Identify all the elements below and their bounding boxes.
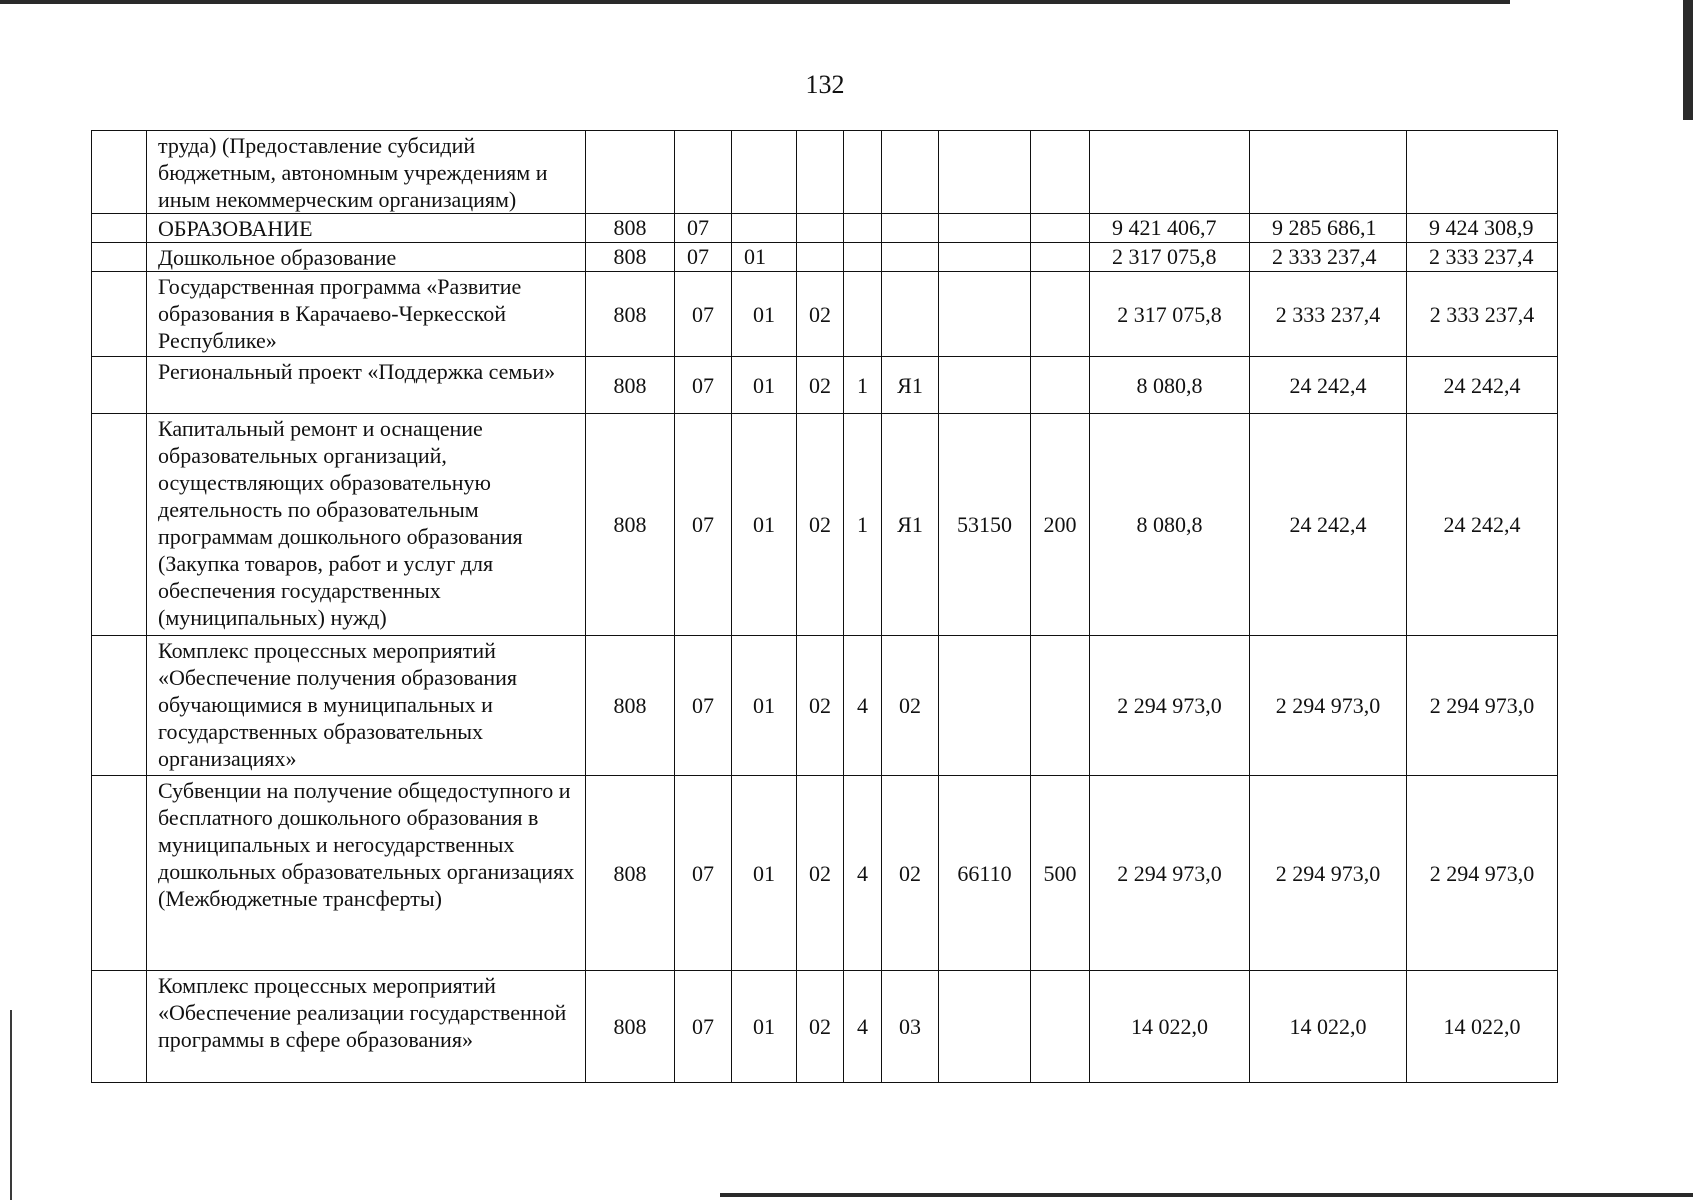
- project-code: Я1: [882, 357, 939, 414]
- sum-year-3: [1407, 131, 1558, 214]
- program-type-code: 1: [844, 414, 882, 636]
- table-row: [92, 414, 1558, 636]
- direction-code: 66110: [939, 776, 1031, 971]
- program-code: 02: [797, 272, 844, 357]
- sum-year-3: 2 294 973,0: [1407, 776, 1558, 971]
- sum-year-2: 2 294 973,0: [1250, 776, 1407, 971]
- table-row: [92, 131, 1558, 214]
- expense-type-code: [1031, 243, 1090, 272]
- subsection-code: 01: [732, 414, 797, 636]
- sum-year-2: [1250, 131, 1407, 214]
- ministry-code: [586, 131, 675, 214]
- subsection-code: 01: [732, 971, 797, 1083]
- project-code: [882, 243, 939, 272]
- expense-type-code: [1031, 971, 1090, 1083]
- row-number-cell: [92, 214, 147, 243]
- section-code: 07: [675, 272, 732, 357]
- subsection-code: 01: [732, 272, 797, 357]
- section-code: 07: [675, 414, 732, 636]
- ministry-code: 808: [586, 214, 675, 243]
- program-code: 02: [797, 414, 844, 636]
- sum-year-3: 24 242,4: [1407, 357, 1558, 414]
- row-name: Субвенции на получение общедоступного и бесплатного дошкольного образования в муниципальных и негосударственных дошкольных образовательных организациях (Межбюджетные трансферты): [147, 776, 586, 971]
- direction-code: [939, 214, 1031, 243]
- sum-year-1: 14 022,0: [1090, 971, 1250, 1083]
- scan-bottom-edge: [720, 1193, 1693, 1197]
- sum-year-2: 24 242,4: [1250, 357, 1407, 414]
- scan-right-edge: [1683, 0, 1693, 120]
- expense-type-code: [1031, 214, 1090, 243]
- ministry-code: 808: [586, 414, 675, 636]
- program-type-code: [844, 272, 882, 357]
- subsection-code: 01: [732, 776, 797, 971]
- table-row: [92, 971, 1558, 1083]
- sum-year-2: 24 242,4: [1250, 414, 1407, 636]
- ministry-code: 808: [586, 776, 675, 971]
- table-row: [92, 214, 1558, 243]
- section-code: 07: [675, 971, 732, 1083]
- subsection-code: 01: [732, 636, 797, 776]
- sum-year-1: 2 317 075,8: [1090, 243, 1250, 272]
- section-code: 07: [675, 243, 732, 272]
- direction-code: [939, 131, 1031, 214]
- ministry-code: 808: [586, 357, 675, 414]
- row-name: Дошкольное образование: [147, 243, 586, 272]
- row-number-cell: [92, 357, 147, 414]
- project-code: [882, 131, 939, 214]
- section-code: 07: [675, 636, 732, 776]
- sum-year-1: 8 080,8: [1090, 357, 1250, 414]
- sum-year-1: 2 294 973,0: [1090, 776, 1250, 971]
- expense-type-code: 500: [1031, 776, 1090, 971]
- program-type-code: 4: [844, 776, 882, 971]
- row-name: ОБРАЗОВАНИЕ: [147, 214, 586, 243]
- program-code: 02: [797, 357, 844, 414]
- table-row: [92, 636, 1558, 776]
- row-name: Комплекс процессных мероприятий «Обеспечение получения образования обучающимися в муниципальных и государственных образовательных организациях»: [147, 636, 586, 776]
- sum-year-2: 2 333 237,4: [1250, 272, 1407, 357]
- row-name: Капитальный ремонт и оснащение образовательных организаций, осуществляющих образовательную деятельность по образовательным программам дошкольного образования (Закупка товаров, работ и услуг для обеспечения государственных (муниципальных) нужд): [147, 414, 586, 636]
- scan-left-edge: [10, 1010, 12, 1200]
- sum-year-2: 9 285 686,1: [1250, 214, 1407, 243]
- ministry-code: 808: [586, 971, 675, 1083]
- program-type-code: 4: [844, 971, 882, 1083]
- sum-year-2: 2 333 237,4: [1250, 243, 1407, 272]
- expense-type-code: 200: [1031, 414, 1090, 636]
- program-code: [797, 131, 844, 214]
- project-code: [882, 272, 939, 357]
- section-code: 07: [675, 776, 732, 971]
- sum-year-3: 2 333 237,4: [1407, 272, 1558, 357]
- row-number-cell: [92, 272, 147, 357]
- project-code: 03: [882, 971, 939, 1083]
- subsection-code: [732, 131, 797, 214]
- row-name: труда) (Предоставление субсидий бюджетным, автономным учреждениям и иным некоммерческим организациям): [147, 131, 586, 214]
- sum-year-1: 9 421 406,7: [1090, 214, 1250, 243]
- program-code: [797, 214, 844, 243]
- row-number-cell: [92, 971, 147, 1083]
- sum-year-3: 24 242,4: [1407, 414, 1558, 636]
- expense-type-code: [1031, 636, 1090, 776]
- sum-year-3: 14 022,0: [1407, 971, 1558, 1083]
- program-type-code: 1: [844, 357, 882, 414]
- direction-code: [939, 272, 1031, 357]
- sum-year-1: 8 080,8: [1090, 414, 1250, 636]
- expense-type-code: [1031, 272, 1090, 357]
- program-type-code: [844, 131, 882, 214]
- section-code: 07: [675, 214, 732, 243]
- direction-code: [939, 636, 1031, 776]
- table-row: [92, 357, 1558, 414]
- project-code: Я1: [882, 414, 939, 636]
- project-code: 02: [882, 776, 939, 971]
- expense-type-code: [1031, 357, 1090, 414]
- budget-table: [91, 130, 1558, 1083]
- row-number-cell: [92, 414, 147, 636]
- row-number-cell: [92, 243, 147, 272]
- row-number-cell: [92, 131, 147, 214]
- program-code: 02: [797, 971, 844, 1083]
- row-name: Региональный проект «Поддержка семьи»: [147, 357, 586, 414]
- project-code: 02: [882, 636, 939, 776]
- table-row: [92, 243, 1558, 272]
- section-code: [675, 131, 732, 214]
- scan-top-edge: [0, 0, 1510, 4]
- subsection-code: 01: [732, 357, 797, 414]
- sum-year-1: 2 294 973,0: [1090, 636, 1250, 776]
- direction-code: [939, 971, 1031, 1083]
- sum-year-1: 2 317 075,8: [1090, 272, 1250, 357]
- ministry-code: 808: [586, 636, 675, 776]
- table-row: [92, 272, 1558, 357]
- ministry-code: 808: [586, 243, 675, 272]
- program-code: 02: [797, 776, 844, 971]
- expense-type-code: [1031, 131, 1090, 214]
- sum-year-3: 2 294 973,0: [1407, 636, 1558, 776]
- row-name: Государственная программа «Развитие образования в Карачаево-Черкесской Республике»: [147, 272, 586, 357]
- page-number: 132: [805, 70, 845, 99]
- row-name: Комплекс процессных мероприятий «Обеспечение реализации государственной программы в сфере образования»: [147, 971, 586, 1083]
- table-row: [92, 776, 1558, 971]
- program-type-code: [844, 214, 882, 243]
- sum-year-3: 9 424 308,9: [1407, 214, 1558, 243]
- subsection-code: 01: [732, 243, 797, 272]
- sum-year-3: 2 333 237,4: [1407, 243, 1558, 272]
- row-number-cell: [92, 776, 147, 971]
- direction-code: [939, 357, 1031, 414]
- sum-year-2: 2 294 973,0: [1250, 636, 1407, 776]
- direction-code: 53150: [939, 414, 1031, 636]
- subsection-code: [732, 214, 797, 243]
- direction-code: [939, 243, 1031, 272]
- ministry-code: 808: [586, 272, 675, 357]
- program-type-code: [844, 243, 882, 272]
- program-type-code: 4: [844, 636, 882, 776]
- program-code: 02: [797, 636, 844, 776]
- section-code: 07: [675, 357, 732, 414]
- row-number-cell: [92, 636, 147, 776]
- sum-year-1: [1090, 131, 1250, 214]
- program-code: [797, 243, 844, 272]
- project-code: [882, 214, 939, 243]
- sum-year-2: 14 022,0: [1250, 971, 1407, 1083]
